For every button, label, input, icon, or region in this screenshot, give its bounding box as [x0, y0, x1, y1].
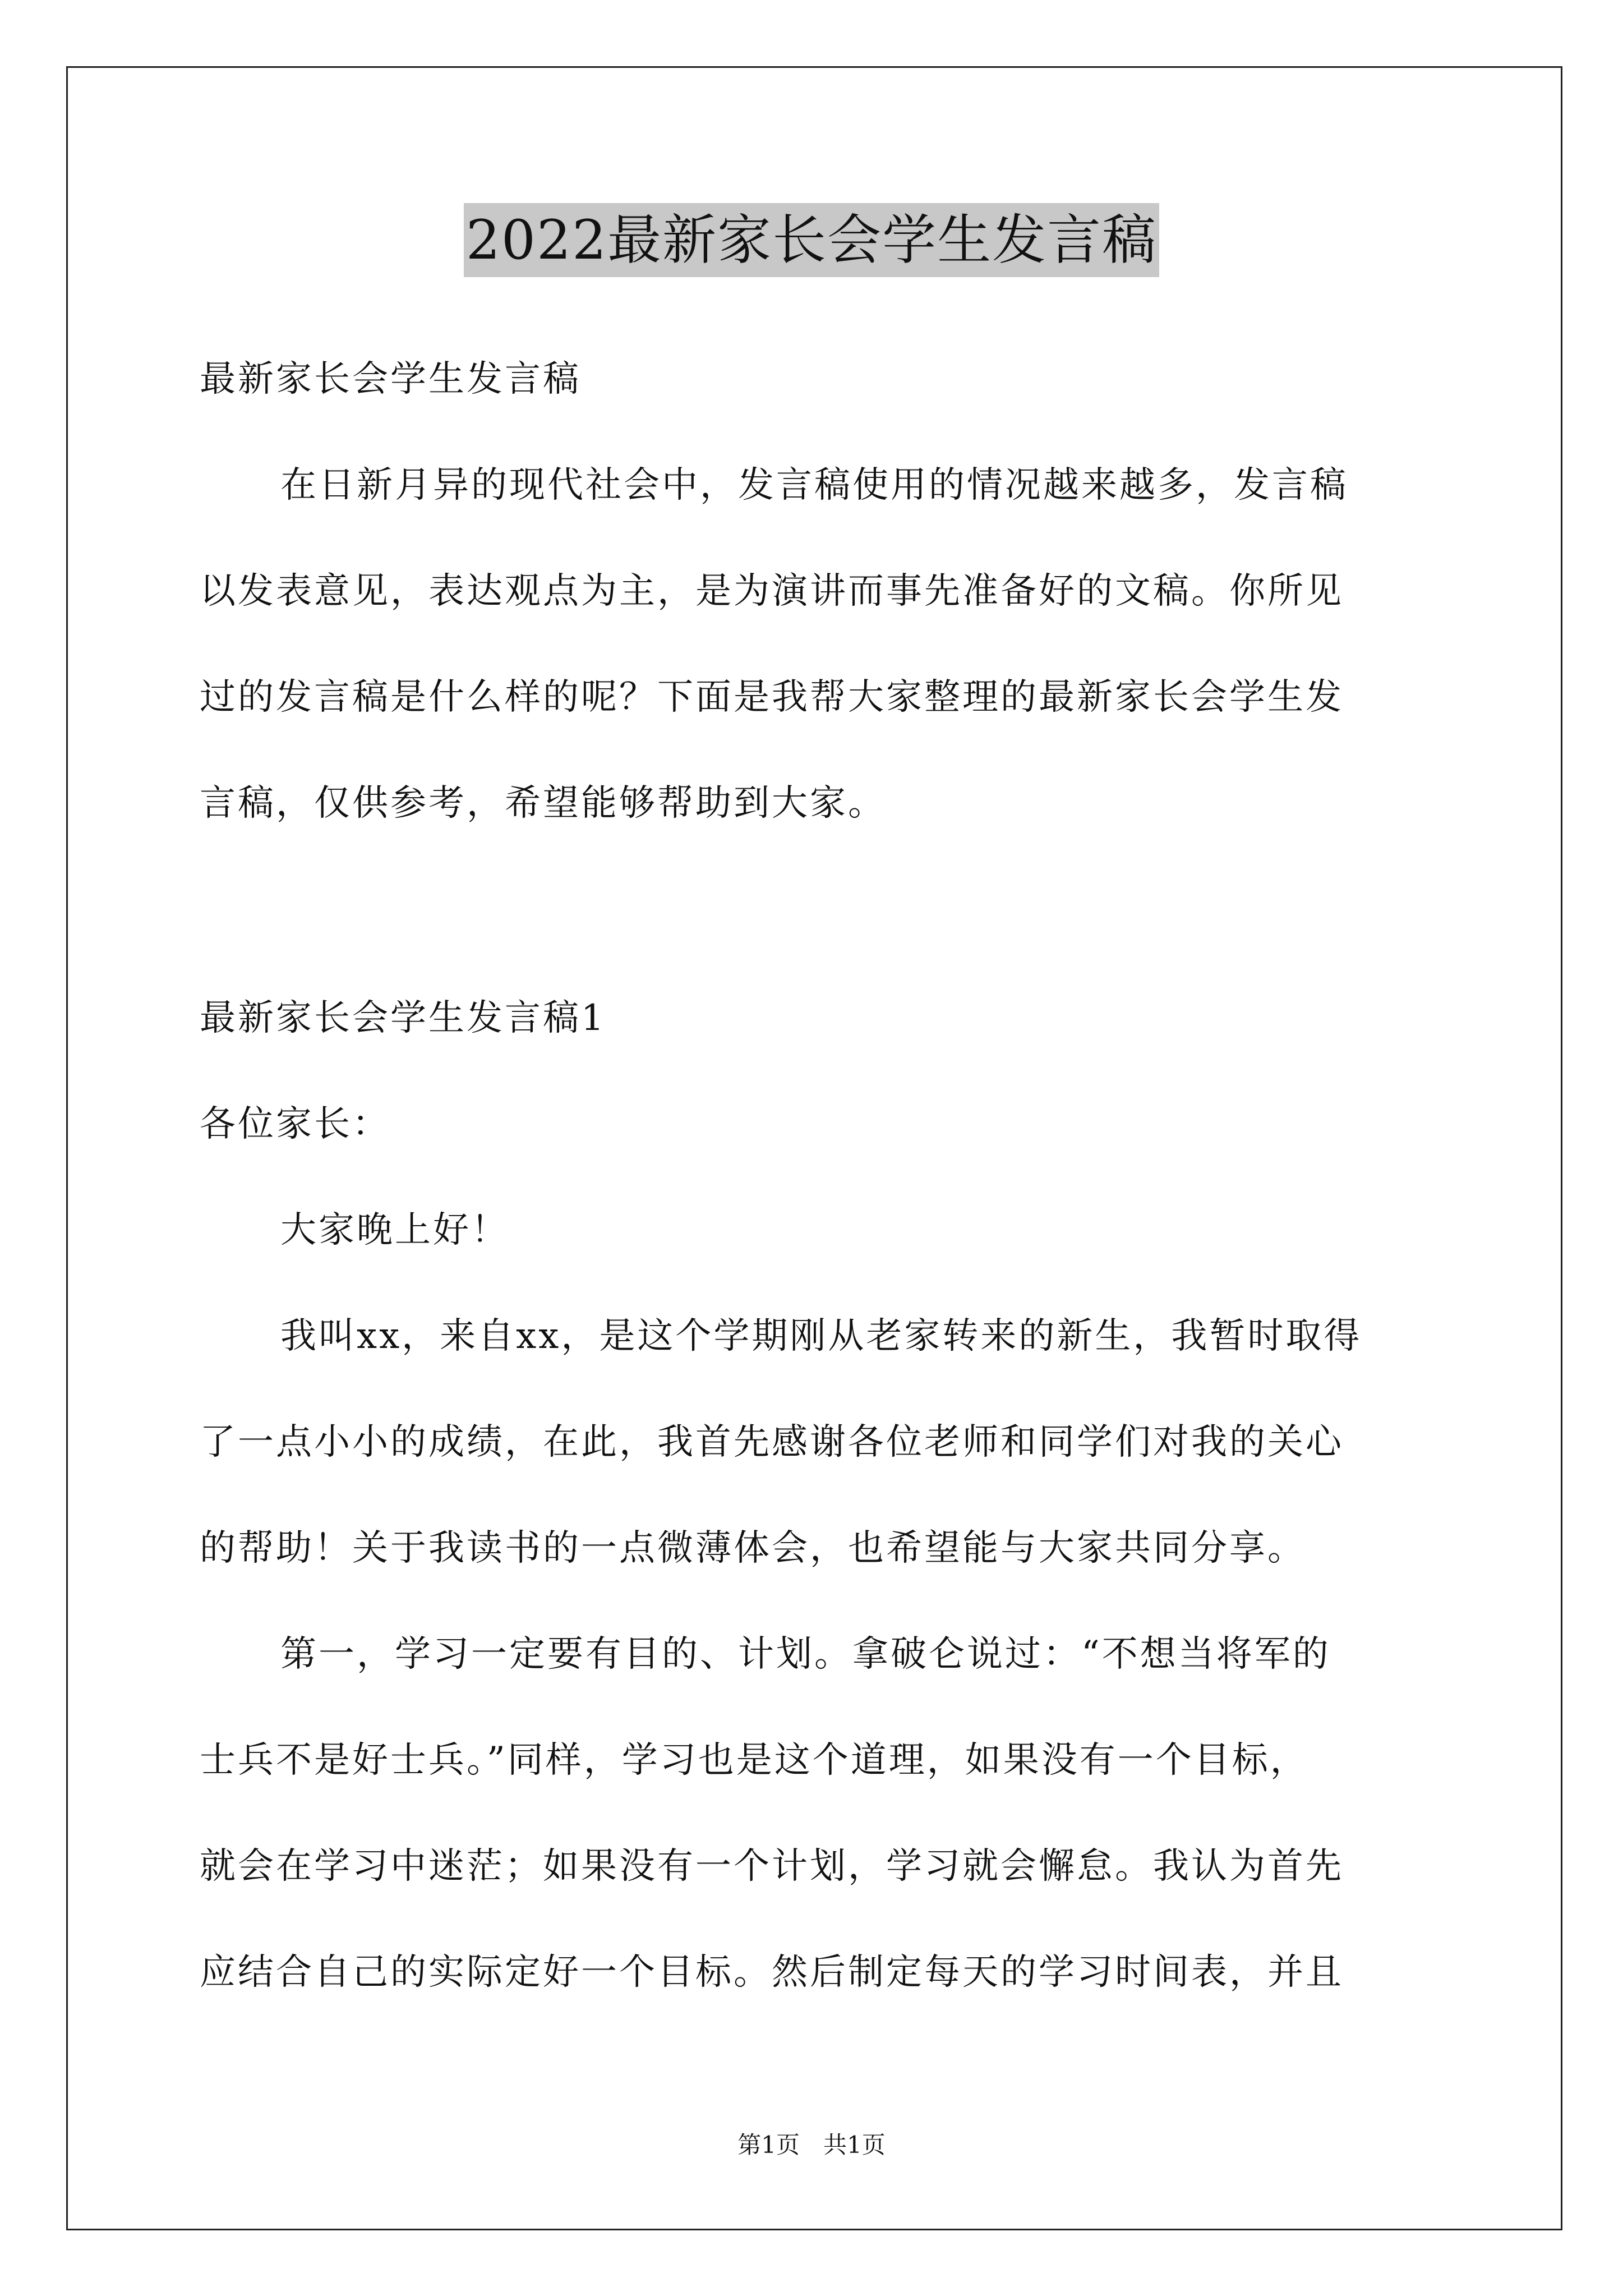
para2-line-4: 应结合自己的实际定好一个目标。然后制定每天的学习时间表，并且 — [200, 1952, 1344, 1993]
greeting: 大家晚上好！ — [280, 1209, 509, 1251]
page-footer: 第1页 共1页 — [737, 2131, 886, 2159]
intro-line-3: 过的发言稿是什么样的呢？下面是我帮大家整理的最新家长会学生发 — [200, 677, 1344, 718]
para1-line-1: 我叫xx，来自xx，是这个学期刚从老家转来的新生，我暂时取得 — [280, 1315, 1362, 1357]
para2-line-2: 士兵不是好士兵。”同样，学习也是这个道理，如果没有一个目标， — [200, 1740, 1308, 1781]
para2-line-1: 第一，学习一定要有目的、计划。拿破仑说过：“不想当将军的 — [280, 1634, 1331, 1675]
para1-line-3: 的帮助！关于我读书的一点微薄体会，也希望能与大家共同分享。 — [200, 1527, 1306, 1569]
intro-line-2: 以发表意见，表达观点为主，是为演讲而事先准备好的文稿。你所见 — [200, 570, 1344, 612]
title-container — [0, 203, 1623, 277]
para1-line-2: 了一点小小的成绩，在此，我首先感谢各位老师和同学们对我的关心 — [200, 1421, 1344, 1463]
document-title: 2022最新家长会学生发言稿 — [464, 203, 1159, 277]
salutation: 各位家长： — [200, 1103, 390, 1145]
section-heading: 最新家长会学生发言稿1 — [200, 997, 606, 1039]
intro-line-4: 言稿，仅供参考，希望能够帮助到大家。 — [200, 783, 886, 824]
intro-line-1: 在日新月异的现代社会中，发言稿使用的情况越来越多，发言稿 — [280, 464, 1348, 506]
document-subtitle: 最新家长会学生发言稿 — [200, 358, 581, 400]
para2-line-3: 就会在学习中迷茫；如果没有一个计划，学习就会懈怠。我认为首先 — [200, 1846, 1344, 1887]
